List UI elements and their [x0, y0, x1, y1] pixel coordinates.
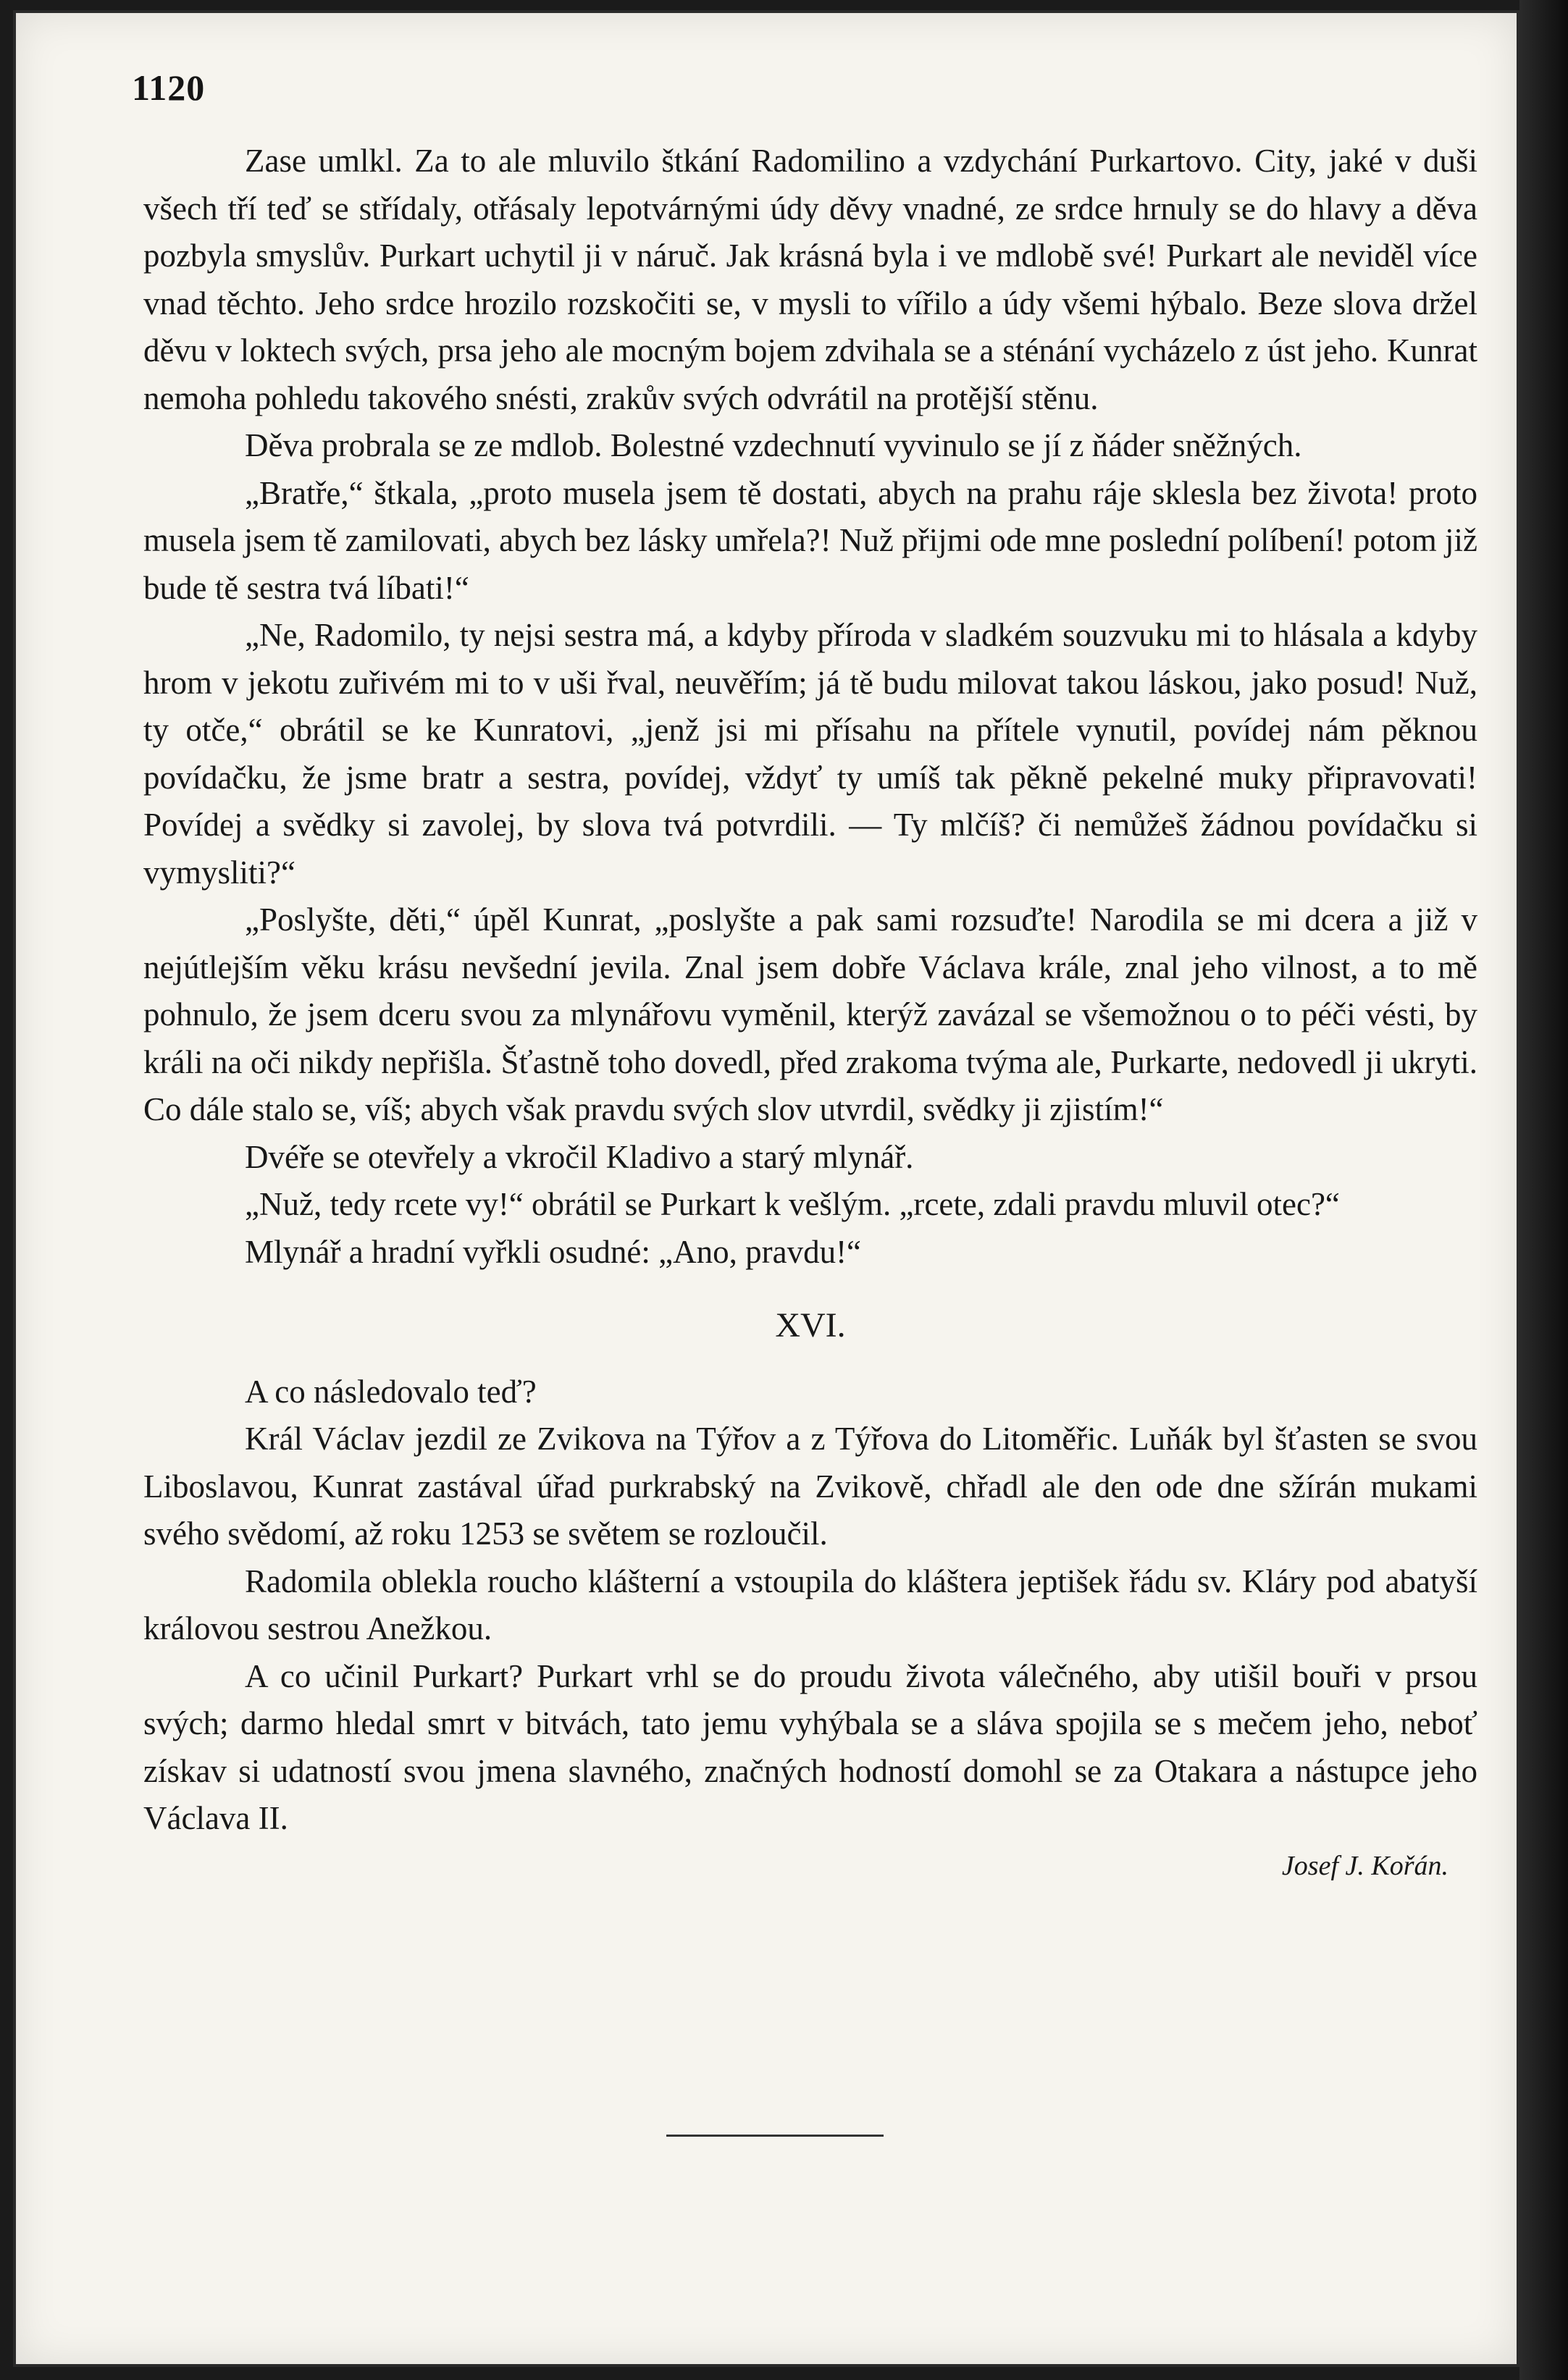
paragraph: „Poslyšte, děti,“ úpěl Kunrat, „poslyšte a pak sami rozsuďte! Narodila se mi dcera a již v nejútlejším věku krásu nevšední jevila. Znal jsem dobře Václava krále, znal jeho vilnost, a to mě pohnulo, že jsem dceru svou za mlynářovu vyměnil, kterýž zavázal se všemožnou o to péči vésti, by králi na oči nikdy nepřišla. Šťastně toho dovedl, před zrakoma tvýma ale, Purkarte, nedovedl ji ukryti. Co dále stalo se, víš; abych však pravdu svých slov utvrdil, svědky ji zjistím!“ [143, 901, 1477, 1127]
end-rule [666, 2135, 884, 2137]
paragraph: A co následovalo teď? [245, 1373, 537, 1410]
paragraph: A co učinil Purkart? Purkart vrhl se do proudu života válečného, aby utišil bouři v prsou svých; darmo hledal smrt v bitvách, tato jemu vyhýbala se a sláva spojila se s mečem jeho, neboť získav si udatností svou jmena slavného, značných hodností domohl se za Otakara a nástupce jeho Václava II. [143, 1657, 1477, 1836]
page-number: 1120 [132, 67, 206, 108]
paragraph: „Ne, Radomilo, ty nejsi sestra má, a kdyby příroda v sladkém souzvuku mi to hlásala a kdyby hrom v jekotu zuřivém mi to v uši řval, neuvěřím; já tě budu milovat takou láskou, jako posud! Nuž, ty otče,“ obrátil se ke Kunratovi, „jenž jsi mi přísahu na přítele vynutil, povídej nám pěknou povídačku, že jsme bratr a sestra, povídej, vždyť ty umíš tak pěkně pekelné muky připravovati! Povídej a svědky si zavolej, by slova tvá potvrdili. — Ty mlčíš? či nemůžeš žádnou povídačku si vymysliti?“ [143, 617, 1477, 891]
paragraph: Dvéře se otevřely a vkročil Kladivo a starý mlynář. [245, 1138, 914, 1175]
article-text [143, 138, 1477, 1890]
paragraph: Zase umlkl. Za to ale mluvilo štkání Radomilino a vzdychání Purkartovo. City, jaké v duši všech tří teď se střídaly, otřásaly lepotvárnými údy děvy vnadné, ze srdce hrnuly se do hlavy a děva pozbyla smyslův. Purkart uchytil ji v náruč. Jak krásná byla i ve mdlobě své! Purkart ale neviděl více vnad těchto. Jeho srdce hrozilo rozskočiti se, v mysli to vířilo a údy všemi hýbalo. Beze slova držel děvu v loktech svých, prsa jeho ale mocným bojem zdvihala se a sténání vycházelo z úst jeho. Kunrat nemoha pohledu takového snésti, zrakův svých odvrátil na protější stěnu. [143, 143, 1477, 416]
page-edge [1519, 0, 1568, 2380]
paragraph: Radomila oblekla roucho klášterní a vstoupila do kláštera jeptišek řádu sv. Kláry pod abatyší královou sestrou Anežkou. [143, 1563, 1477, 1647]
paragraph: „Bratře,“ štkala, „proto musela jsem tě dostati, abych na prahu ráje sklesla bez života! proto musela jsem tě zamilovati, abych bez lásky umřela?! Nuž přijmi ode mne poslední políbení! potom již bude tě sestra tvá líbati!“ [143, 474, 1477, 606]
paragraph: Král Václav jezdil ze Zvikova na Týřov a z Týřova do Litoměřic. Luňák byl šťasten se svou Liboslavou, Kunrat zastával úřad purkrabský na Zvikově, chřadl ale den ode dne sžírán mukami svého svědomí, až roku 1253 se světem se rozloučil. [143, 1421, 1477, 1552]
author-signature: Josef J. Kořán. [1281, 1850, 1448, 1881]
chapter-heading: XVI. [775, 1306, 846, 1345]
paragraph: Děva probrala se ze mdlob. Bolestné vzdechnutí vyvinulo se jí z ňáder sněžných. [245, 427, 1302, 463]
paragraph: „Nuž, tedy rcete vy!“ obrátil se Purkart k vešlým. „rcete, zdali pravdu mluvil otec?“ [245, 1186, 1340, 1222]
paragraph: Mlynář a hradní vyřkli osudné: „Ano, pravdu!“ [245, 1233, 862, 1270]
